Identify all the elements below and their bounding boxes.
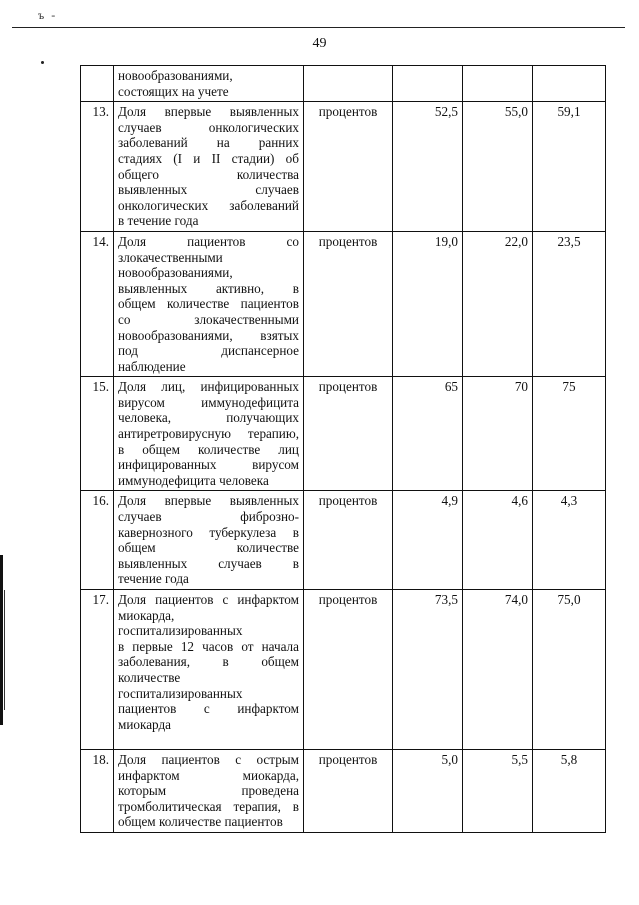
indicator-name-line: госпитализированных <box>118 623 243 639</box>
indicator-name-line: общем количестве <box>118 540 299 556</box>
table-row <box>81 102 606 232</box>
header-rule <box>12 27 625 28</box>
indicator-name-line: наблюдение <box>118 358 186 374</box>
indicator-name-line: кавернозного туберкулеза в <box>118 524 299 540</box>
indicator-name-line: случаев онкологических <box>118 119 299 135</box>
indicator-name-line: в первые 12 часов от начала <box>118 638 299 654</box>
binding-edge-line <box>4 590 5 710</box>
indicator-name-line: выявленных случаев в <box>118 555 299 571</box>
value-year-2 <box>463 66 533 102</box>
indicator-name <box>114 377 304 491</box>
margin-dot <box>41 61 44 64</box>
value-year-3: 23,5 <box>533 231 606 376</box>
indicator-name-line: общем количестве пациентов <box>118 814 283 830</box>
indicator-name-line: со злокачественными <box>118 311 299 327</box>
value-year-1 <box>393 66 463 102</box>
indicator-name-line: тромболитическая терапия, в <box>118 798 299 814</box>
value-year-1: 73,5 <box>393 590 463 750</box>
table-row <box>81 750 606 833</box>
indicator-name-line: в течение года <box>118 213 199 229</box>
indicator-name-line: общего количества <box>118 166 299 182</box>
corner-mark: ъ - <box>38 8 58 22</box>
binding-edge <box>0 555 3 725</box>
value-year-2: 5,5 <box>463 750 533 833</box>
indicator-name-line: вирусом иммунодефицита <box>118 394 299 410</box>
indicator-name-line: случаев фиброзно- <box>118 509 299 525</box>
row-number: 18. <box>81 750 114 833</box>
indicator-name-line: антиретровирусную терапию, <box>118 426 299 442</box>
indicator-name-line: выявленных случаев <box>118 182 299 198</box>
indicator-name <box>114 102 304 232</box>
row-number: 14. <box>81 231 114 376</box>
indicators-table <box>80 65 606 833</box>
value-year-2: 22,0 <box>463 231 533 376</box>
indicator-name-line: миокарда, <box>118 607 175 623</box>
table-row <box>81 231 606 376</box>
value-year-1: 4,9 <box>393 491 463 590</box>
indicator-name-line: Доля пациентов с острым <box>118 752 299 767</box>
value-year-1: 19,0 <box>393 231 463 376</box>
value-year-3: 75,0 <box>533 590 606 750</box>
value-year-2: 70 <box>463 377 533 491</box>
table-row <box>81 590 606 750</box>
unit-cell <box>304 66 393 102</box>
page-number: 49 <box>312 36 327 51</box>
value-year-2: 55,0 <box>463 102 533 232</box>
row-number: 16. <box>81 491 114 590</box>
unit-cell: процентов <box>304 590 393 750</box>
indicator-name-line: стадиях (I и II стадии) об <box>118 150 299 166</box>
indicator-name-line: под диспансерное <box>118 343 299 359</box>
unit-cell: процентов <box>304 377 393 491</box>
row-number <box>81 66 114 102</box>
unit-cell: процентов <box>304 491 393 590</box>
indicator-name <box>114 231 304 376</box>
indicator-name-line: заболеваний на ранних <box>118 135 299 151</box>
indicator-name-line: которым проведена <box>118 783 299 799</box>
unit-cell: процентов <box>304 750 393 833</box>
unit-cell: процентов <box>304 231 393 376</box>
indicator-name <box>114 491 304 590</box>
value-year-1: 5,0 <box>393 750 463 833</box>
row-number: 15. <box>81 377 114 491</box>
indicator-name-line: новообразованиями, <box>118 68 233 83</box>
value-year-3: 4,3 <box>533 491 606 590</box>
indicator-name-line: новообразованиями, взятых <box>118 327 299 343</box>
table-row <box>81 491 606 590</box>
indicator-name <box>114 66 304 102</box>
indicator-name-line: пациентов с инфарктом <box>118 701 299 717</box>
indicator-name-line: выявленных активно, в <box>118 280 299 296</box>
value-year-3: 59,1 <box>533 102 606 232</box>
indicator-name-line: Доля пациентов со <box>118 233 299 249</box>
indicator-name-line: состоящих на учете <box>118 83 229 99</box>
indicator-name-line: злокачественными <box>118 249 223 265</box>
indicator-name-line: новообразованиями, <box>118 265 233 281</box>
value-year-3: 5,8 <box>533 750 606 833</box>
value-year-2: 74,0 <box>463 590 533 750</box>
indicator-name-line: общем количестве пациентов <box>118 296 299 312</box>
value-year-1: 65 <box>393 377 463 491</box>
indicator-name-line: в общем количестве лиц <box>118 441 299 457</box>
indicator-name-line: Доля пациентов с инфарктом <box>118 592 299 607</box>
indicator-name <box>114 590 304 750</box>
unit-cell: процентов <box>304 102 393 232</box>
value-year-3 <box>533 66 606 102</box>
indicator-name-line: Доля впервые выявленных <box>118 493 299 509</box>
indicator-name-line: инфицированных вирусом <box>118 457 299 473</box>
indicator-name-line: иммунодефицита человека <box>118 472 269 488</box>
indicator-name-line: заболевания, в общем <box>118 654 299 670</box>
row-number: 13. <box>81 102 114 232</box>
indicator-name-line: инфарктом миокарда, <box>118 767 299 783</box>
indicator-name-line: Доля впервые выявленных <box>118 104 299 120</box>
indicator-name-line: количестве <box>118 669 181 685</box>
indicator-name-line: течение года <box>118 571 189 587</box>
value-year-1: 52,5 <box>393 102 463 232</box>
table-row <box>81 66 606 102</box>
indicator-name <box>114 750 304 833</box>
indicator-name-line: онкологических заболеваний <box>118 197 299 213</box>
table-row <box>81 377 606 491</box>
value-year-3: 75 <box>533 377 606 491</box>
indicator-name-line: госпитализированных <box>118 685 243 701</box>
indicator-name-line: Доля лиц, инфицированных <box>118 379 299 395</box>
value-year-2: 4,6 <box>463 491 533 590</box>
indicator-name-line: миокарда <box>118 716 172 732</box>
row-number: 17. <box>81 590 114 750</box>
indicator-name-line: человека, получающих <box>118 410 299 426</box>
